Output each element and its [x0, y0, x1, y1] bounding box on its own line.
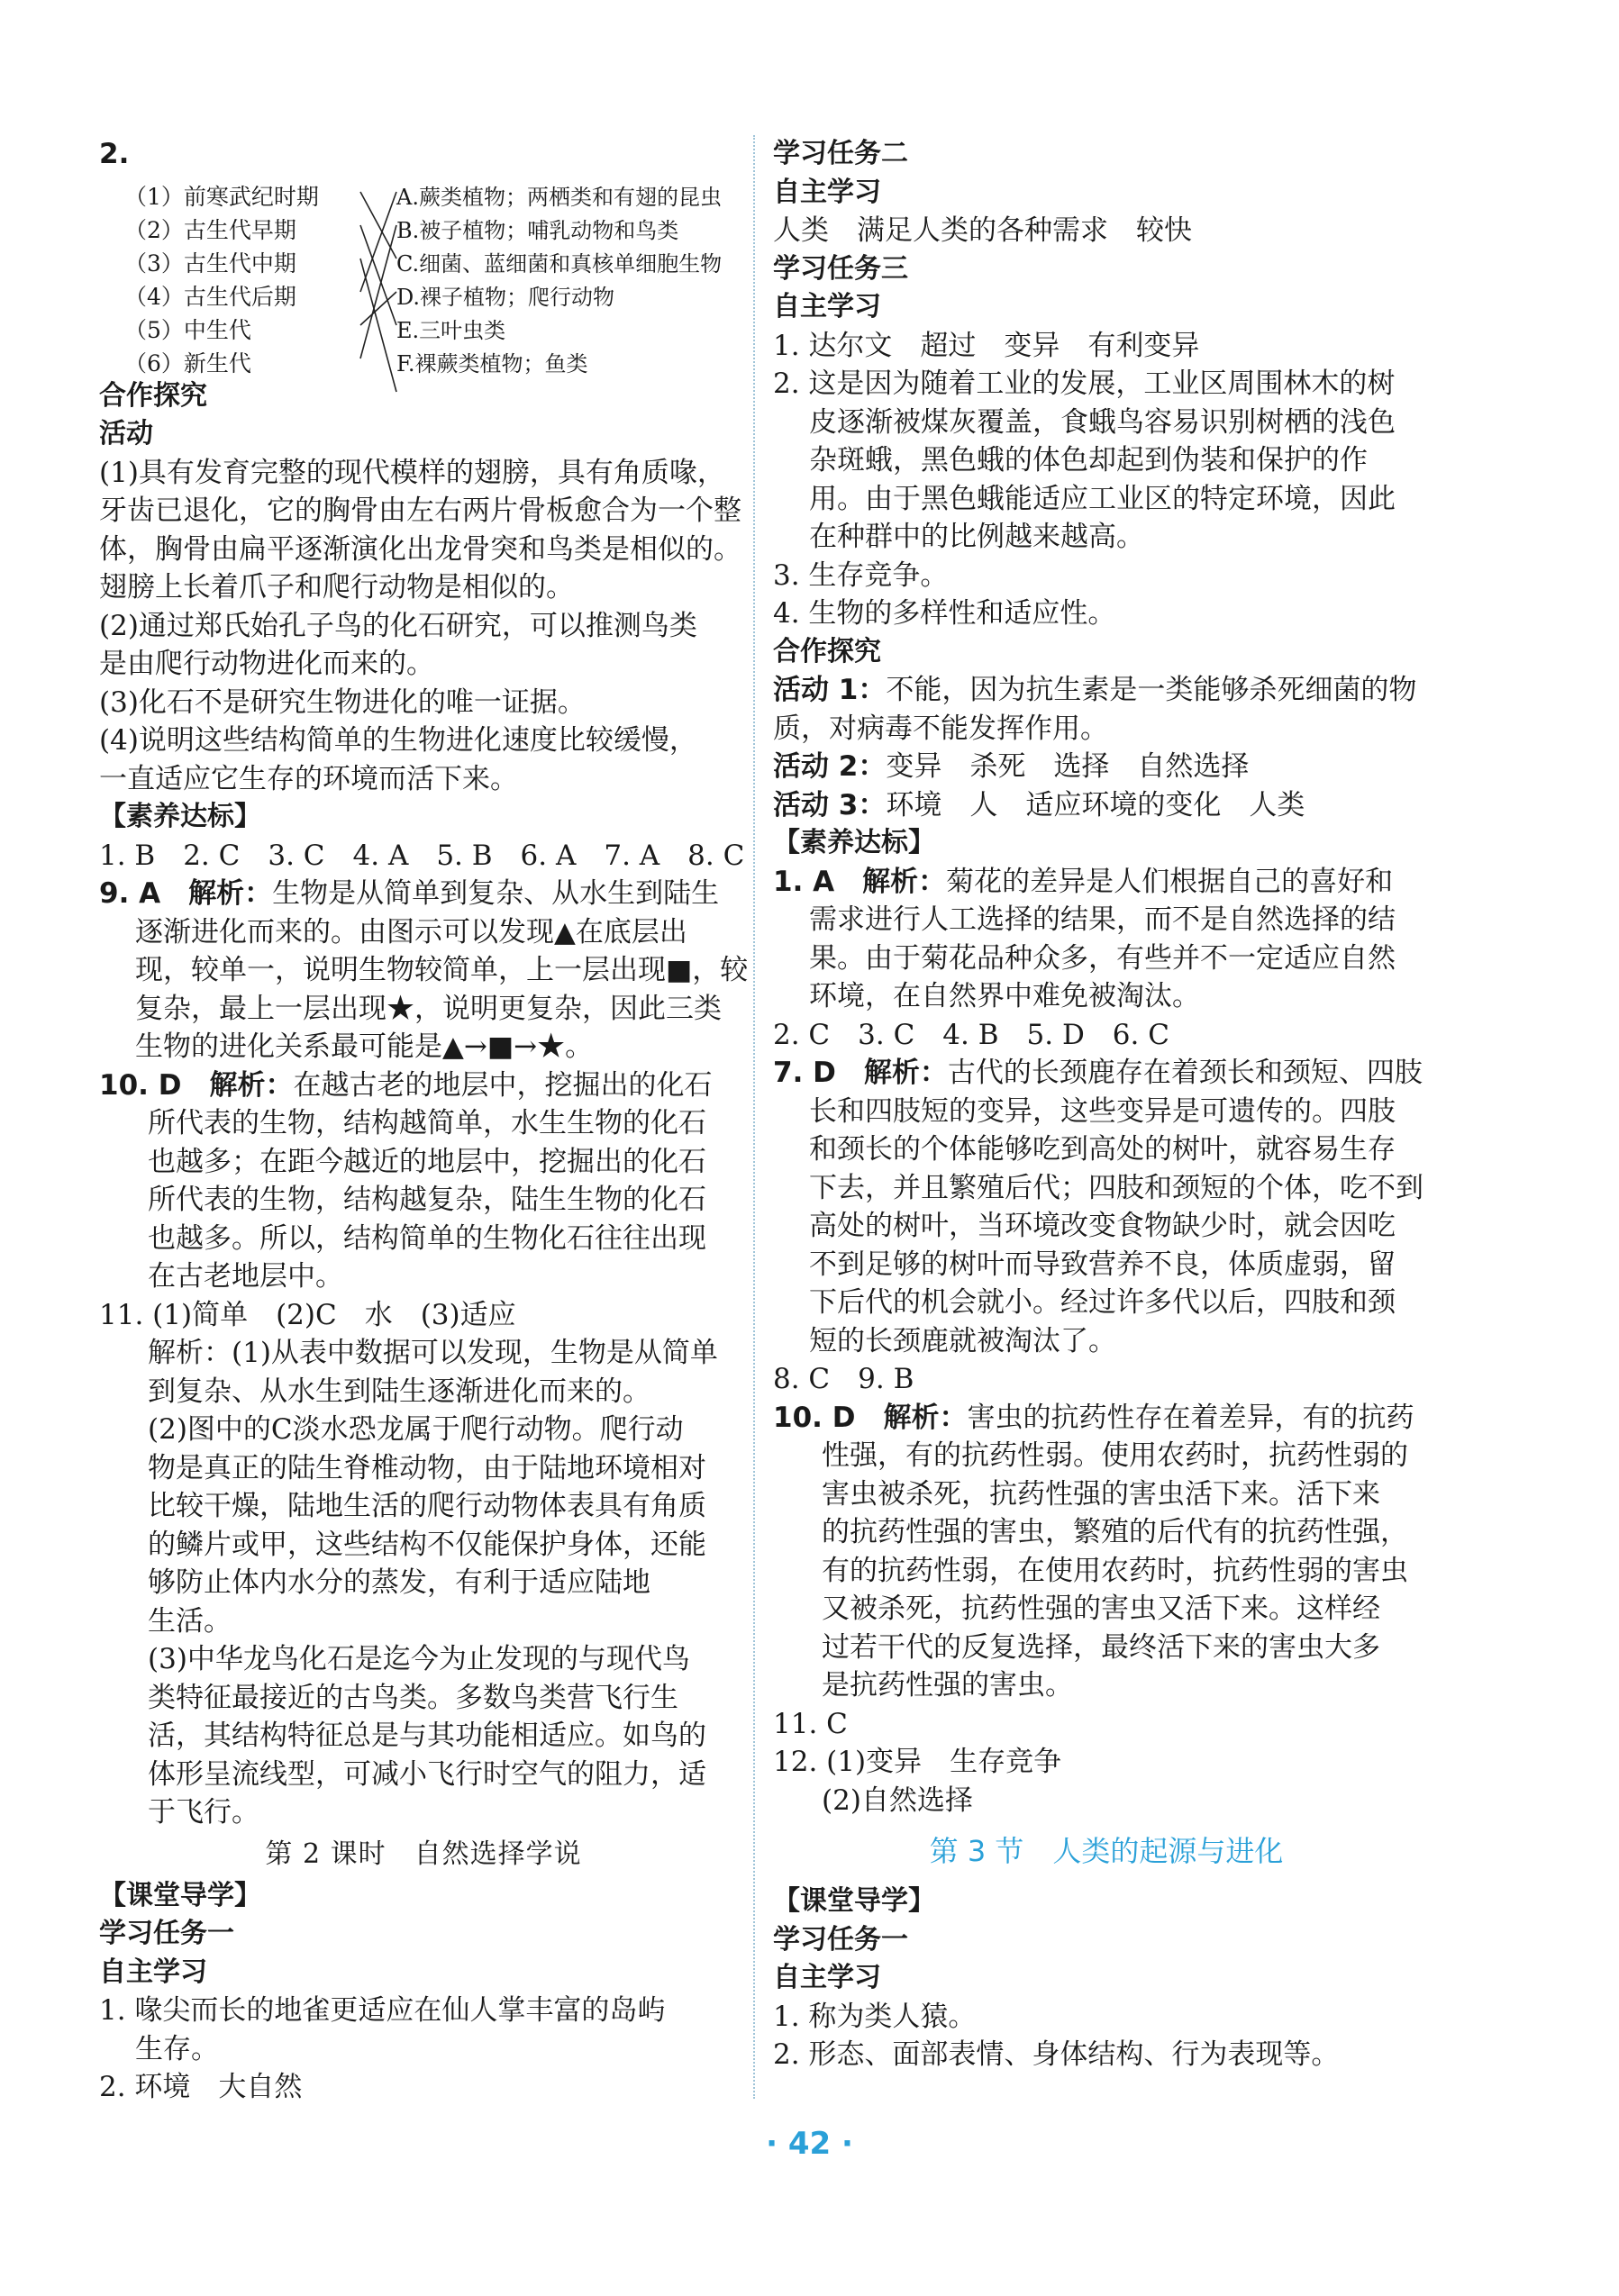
q10-line: 的抗药性强的害虫，繁殖的后代有的抗药性强， — [822, 1516, 1408, 1548]
q10-line: 是抗药性强的害虫。 — [822, 1669, 1073, 1702]
q7-line: 下后代的机会就小。经过许多代以后，四肢和颈 — [809, 1286, 1396, 1319]
activity-line: 体，胸骨由扁平逐渐演化出龙骨突和鸟类是相似的。 — [99, 532, 741, 566]
q9-head: 9. A 解析： — [99, 877, 273, 910]
q1-head: 1. A 解析： — [773, 865, 947, 898]
heading-task-3: 学习任务三 — [773, 252, 908, 285]
heading-zizhu: 自主学习 — [99, 1956, 207, 1988]
q7-first: 古代的长颈鹿存在着颈长和颈短、四肢 — [947, 1057, 1423, 1089]
q9-first: 生物是从简单到复杂、从水生到陆生 — [272, 877, 720, 910]
match-right-item: F.裸蕨类植物；鱼类 — [396, 350, 588, 377]
column-divider — [753, 135, 755, 2099]
question-10 — [99, 1066, 748, 1105]
activity-line: (3)化石不是研究生物进化的唯一证据。 — [99, 685, 586, 719]
question-12-part2: (2)自然选择 — [822, 1783, 973, 1817]
heading-task-1: 学习任务一 — [99, 1918, 234, 1949]
q10-line: 有的抗药性弱，在使用农药时，抗药性弱的害虫 — [822, 1554, 1408, 1587]
activity-line: (2)通过郑氏始孔子鸟的化石研究，可以推测鸟类 — [99, 609, 697, 642]
answers-8-9: 8. C 9. B — [773, 1363, 914, 1395]
q7-line: 和颈长的个体能够吃到高处的树叶，就容易生存 — [809, 1133, 1396, 1166]
q11-line: 够防止体内水分的蒸发，有利于适应陆地 — [148, 1566, 650, 1599]
section-q2: 2. 形态、面部表情、身体结构、行为表现等。 — [773, 2038, 1340, 2071]
act3-text: 环境 人 适应环境的变化 人类 — [886, 788, 1305, 821]
task3-q2-line: 皮逐渐被煤灰覆盖，食蛾鸟容易识别树栖的浅色 — [809, 405, 1396, 439]
answers-1-8: 1. B 2. C 3. C 4. A 5. B 6. A 7. A 8. C — [99, 839, 745, 872]
q1-line: 需求进行人工选择的结果，而不是自然选择的结 — [809, 903, 1396, 936]
heading-ketang: 【课堂导学】 — [773, 1885, 935, 1917]
question-12: 12. (1)变异 生存竞争 — [773, 1746, 1062, 1778]
match-line-6-b — [360, 225, 396, 358]
q7-line: 不到足够的树叶而导致营养不良，体质虚弱，留 — [809, 1248, 1396, 1281]
q10-line: 又被杀死，抗药性强的害虫又活下来。这样经 — [822, 1593, 1380, 1625]
task3-q2-line: 2. 这是因为随着工业的发展，工业区周围林木的树 — [773, 368, 1396, 400]
q10-first: 在越古老的地层中，挖掘出的化石 — [293, 1068, 713, 1102]
act2-text: 变异 杀死 选择 自然选择 — [886, 750, 1250, 783]
task1-q1: 1. 喙尖而长的地雀更适应在仙人掌丰富的岛屿 — [99, 1994, 666, 2027]
q11-line: (2)图中的C淡水恐龙属于爬行动物。爬行动 — [148, 1413, 684, 1446]
match-left-item: （6）新生代 — [124, 349, 251, 377]
q7-line: 高处的树叶，当环境改变食物缺少时，就会因吃 — [809, 1210, 1396, 1242]
question-11: 11. (1)简单 (2)C 水 (3)适应 — [99, 1298, 516, 1331]
heading-suyang: 【素养达标】 — [773, 827, 935, 858]
left-column — [99, 135, 748, 2107]
task1-q1-cont: 生存。 — [135, 2032, 219, 2065]
section-q1: 1. 称为类人猿。 — [773, 2000, 977, 2033]
q10-line: 也越多。所以，结构简单的生物化石往往出现 — [148, 1221, 706, 1255]
page-number: · 42 · — [766, 2126, 853, 2162]
q11-line: 体形呈流线型，可减小飞行时空气的阻力，适 — [148, 1757, 706, 1791]
section-title: 第 3 节 人类的起源与进化 — [929, 1834, 1284, 1868]
activity-line: 一直适应它生存的环境而活下来。 — [99, 762, 518, 795]
q11-line: 生活。 — [148, 1604, 232, 1638]
question-10 — [773, 1399, 1440, 1438]
task3-q2-line: 杂斑蛾，黑色蛾的体色却起到伪装和保护的作 — [809, 444, 1368, 476]
lesson-title: 第 2 课时 自然选择学说 — [265, 1838, 582, 1870]
match-left-item: （4）古生代后期 — [124, 283, 296, 310]
task3-q2-line: 用。由于黑色蛾能适应工业区的特定环境，因此 — [809, 482, 1396, 515]
activity-line: 是由爬行动物进化而来的。 — [99, 648, 434, 680]
q11-line: 解析：(1)从表中数据可以发现，生物是从简单 — [148, 1337, 718, 1369]
q10-line: 所代表的生物，结构越复杂，陆生生物的化石 — [148, 1184, 706, 1216]
activity-line: 翅膀上长着爪子和爬行动物是相似的。 — [99, 571, 574, 603]
q10-line: 也越多；在距今越近的地层中，挖掘出的化石 — [148, 1145, 706, 1178]
match-right-item: C.细菌、蓝细菌和真核单细胞生物 — [396, 250, 723, 277]
question-9 — [99, 875, 748, 913]
question-7 — [773, 1054, 1440, 1093]
matching-diagram — [99, 174, 748, 435]
question-1 — [773, 863, 1440, 902]
q7-line: 长和四肢短的变异，这些变异是可遗传的。四肢 — [809, 1094, 1396, 1128]
q1-line: 环境，在自然界中难免被淘汰。 — [809, 980, 1200, 1012]
match-right-item: E.三叶虫类 — [396, 317, 506, 343]
act1-head: 活动 1： — [773, 674, 887, 706]
q9-line: 现，较单一，说明生物较简单，上一层出现■，较 — [135, 954, 749, 986]
activity-3 — [773, 786, 1440, 825]
activity-1 — [773, 671, 1440, 710]
q10-line: 过若干代的反复选择，最终活下来的害虫大多 — [822, 1630, 1380, 1664]
match-left-item: （3）古生代中期 — [124, 250, 296, 277]
act1-text: 不能，因为抗生素是一类能够杀死细菌的物 — [886, 674, 1417, 706]
heading-zizhu: 自主学习 — [773, 176, 881, 208]
q11-line: 于飞行。 — [148, 1796, 259, 1829]
q10-line: 所代表的生物，结构越简单，水生生物的化石 — [148, 1107, 706, 1139]
act2-head: 活动 2： — [773, 750, 887, 783]
q7-line: 短的长颈鹿就被淘汰了。 — [809, 1324, 1116, 1357]
activity-2 — [773, 748, 1440, 786]
task3-q4: 4. 生物的多样性和适应性。 — [773, 597, 1116, 630]
q11-line: 比较干燥，陆地生活的爬行动物体表具有角质 — [148, 1490, 706, 1522]
task1-q2: 2. 环境 大自然 — [99, 2071, 303, 2103]
q11-line: 物是真正的陆生脊椎动物，由于陆地环境相对 — [148, 1451, 706, 1484]
match-right-item: A.蕨类植物；两栖类和有翅的昆虫 — [396, 184, 722, 210]
activity-line: (4)说明这些结构简单的生物进化速度比较缓慢， — [99, 724, 697, 757]
q9-line: 逐渐进化而来的。由图示可以发现▲在底层出 — [135, 915, 687, 948]
q10-head: 10. D 解析： — [773, 1401, 968, 1434]
act3-head: 活动 3： — [773, 788, 887, 821]
heading-huodong: 活动 — [99, 418, 153, 449]
heading-suyang: 【素养达标】 — [99, 801, 261, 832]
heading-ketang: 【课堂导学】 — [99, 1879, 261, 1911]
match-left-item: （1）前寒武纪时期 — [124, 183, 319, 210]
activity-1-cont: 质，对病毒不能发挥作用。 — [773, 712, 1108, 745]
q10-first: 害虫的抗药性存在着差异，有的抗药 — [967, 1401, 1414, 1434]
question-2-label: 2. — [99, 138, 130, 170]
q7-head: 7. D 解析： — [773, 1057, 948, 1089]
heading-task-2: 学习任务二 — [773, 138, 908, 169]
q9-line: 复杂，最上一层出现★，说明更复杂，因此三类 — [135, 992, 722, 1025]
task3-q1: 1. 达尔文 超过 变异 有利变异 — [773, 329, 1200, 362]
q10-line: 害虫被杀死，抗药性强的害虫活下来。活下来 — [822, 1477, 1380, 1511]
q1-first: 菊花的差异是人们根据自己的喜好和 — [946, 865, 1394, 898]
activity-line: (1)具有发育完整的现代模样的翅膀，具有角质喙， — [99, 456, 725, 489]
q9-line: 生物的进化关系最可能是▲→■→★。 — [135, 1030, 594, 1063]
match-left-item: （2）古生代早期 — [124, 216, 296, 243]
q11-line: (3)中华龙鸟化石是迄今为止发现的与现代鸟 — [148, 1643, 690, 1675]
heading-zizhu: 自主学习 — [773, 291, 881, 322]
task2-answer: 人类 满足人类的各种需求 较快 — [773, 214, 1192, 247]
q10-line: 性强，有的抗药性弱。使用农药时，抗药性弱的 — [822, 1439, 1408, 1472]
q11-line: 类特征最接近的古鸟类。多数鸟类营飞行生 — [148, 1681, 678, 1714]
heading-hezuo: 合作探究 — [773, 635, 881, 667]
heading-hezuo: 合作探究 — [99, 379, 207, 412]
q11-line: 的鳞片或甲，这些结构不仅能保护身体，还能 — [148, 1528, 706, 1561]
match-left-item: （5）中生代 — [124, 316, 251, 343]
q11-line: 活，其结构特征总是与其功能相适应。如鸟的 — [148, 1720, 706, 1752]
q1-line: 果。由于菊花品种众多，有些并不一定适应自然 — [809, 941, 1396, 975]
match-right-item: D.裸子植物；爬行动物 — [396, 284, 615, 310]
q10-line: 在古老地层中。 — [148, 1260, 343, 1293]
task3-q3: 3. 生存竞争。 — [773, 558, 949, 592]
q10-head: 10. D 解析： — [99, 1068, 294, 1102]
match-right-item: B.被子植物；哺乳动物和鸟类 — [396, 217, 679, 243]
right-column — [773, 135, 1440, 2074]
activity-line: 牙齿已退化，它的胸骨由左右两片骨板愈合为一个整 — [99, 495, 741, 527]
answers-2-6: 2. C 3. C 4. B 5. D 6. C — [773, 1018, 1169, 1051]
question-11: 11. C — [773, 1707, 848, 1740]
q11-line: 到复杂、从水生到陆生逐渐进化而来的。 — [148, 1375, 650, 1408]
match-line-1-c — [360, 192, 396, 259]
task3-q2-line: 在种群中的比例越来越高。 — [809, 521, 1144, 553]
heading-task-1: 学习任务一 — [773, 1923, 908, 1956]
heading-zizhu: 自主学习 — [773, 1962, 881, 1993]
q7-line: 下去，并且繁殖后代；四肢和颈短的个体，吃不到 — [809, 1171, 1423, 1204]
